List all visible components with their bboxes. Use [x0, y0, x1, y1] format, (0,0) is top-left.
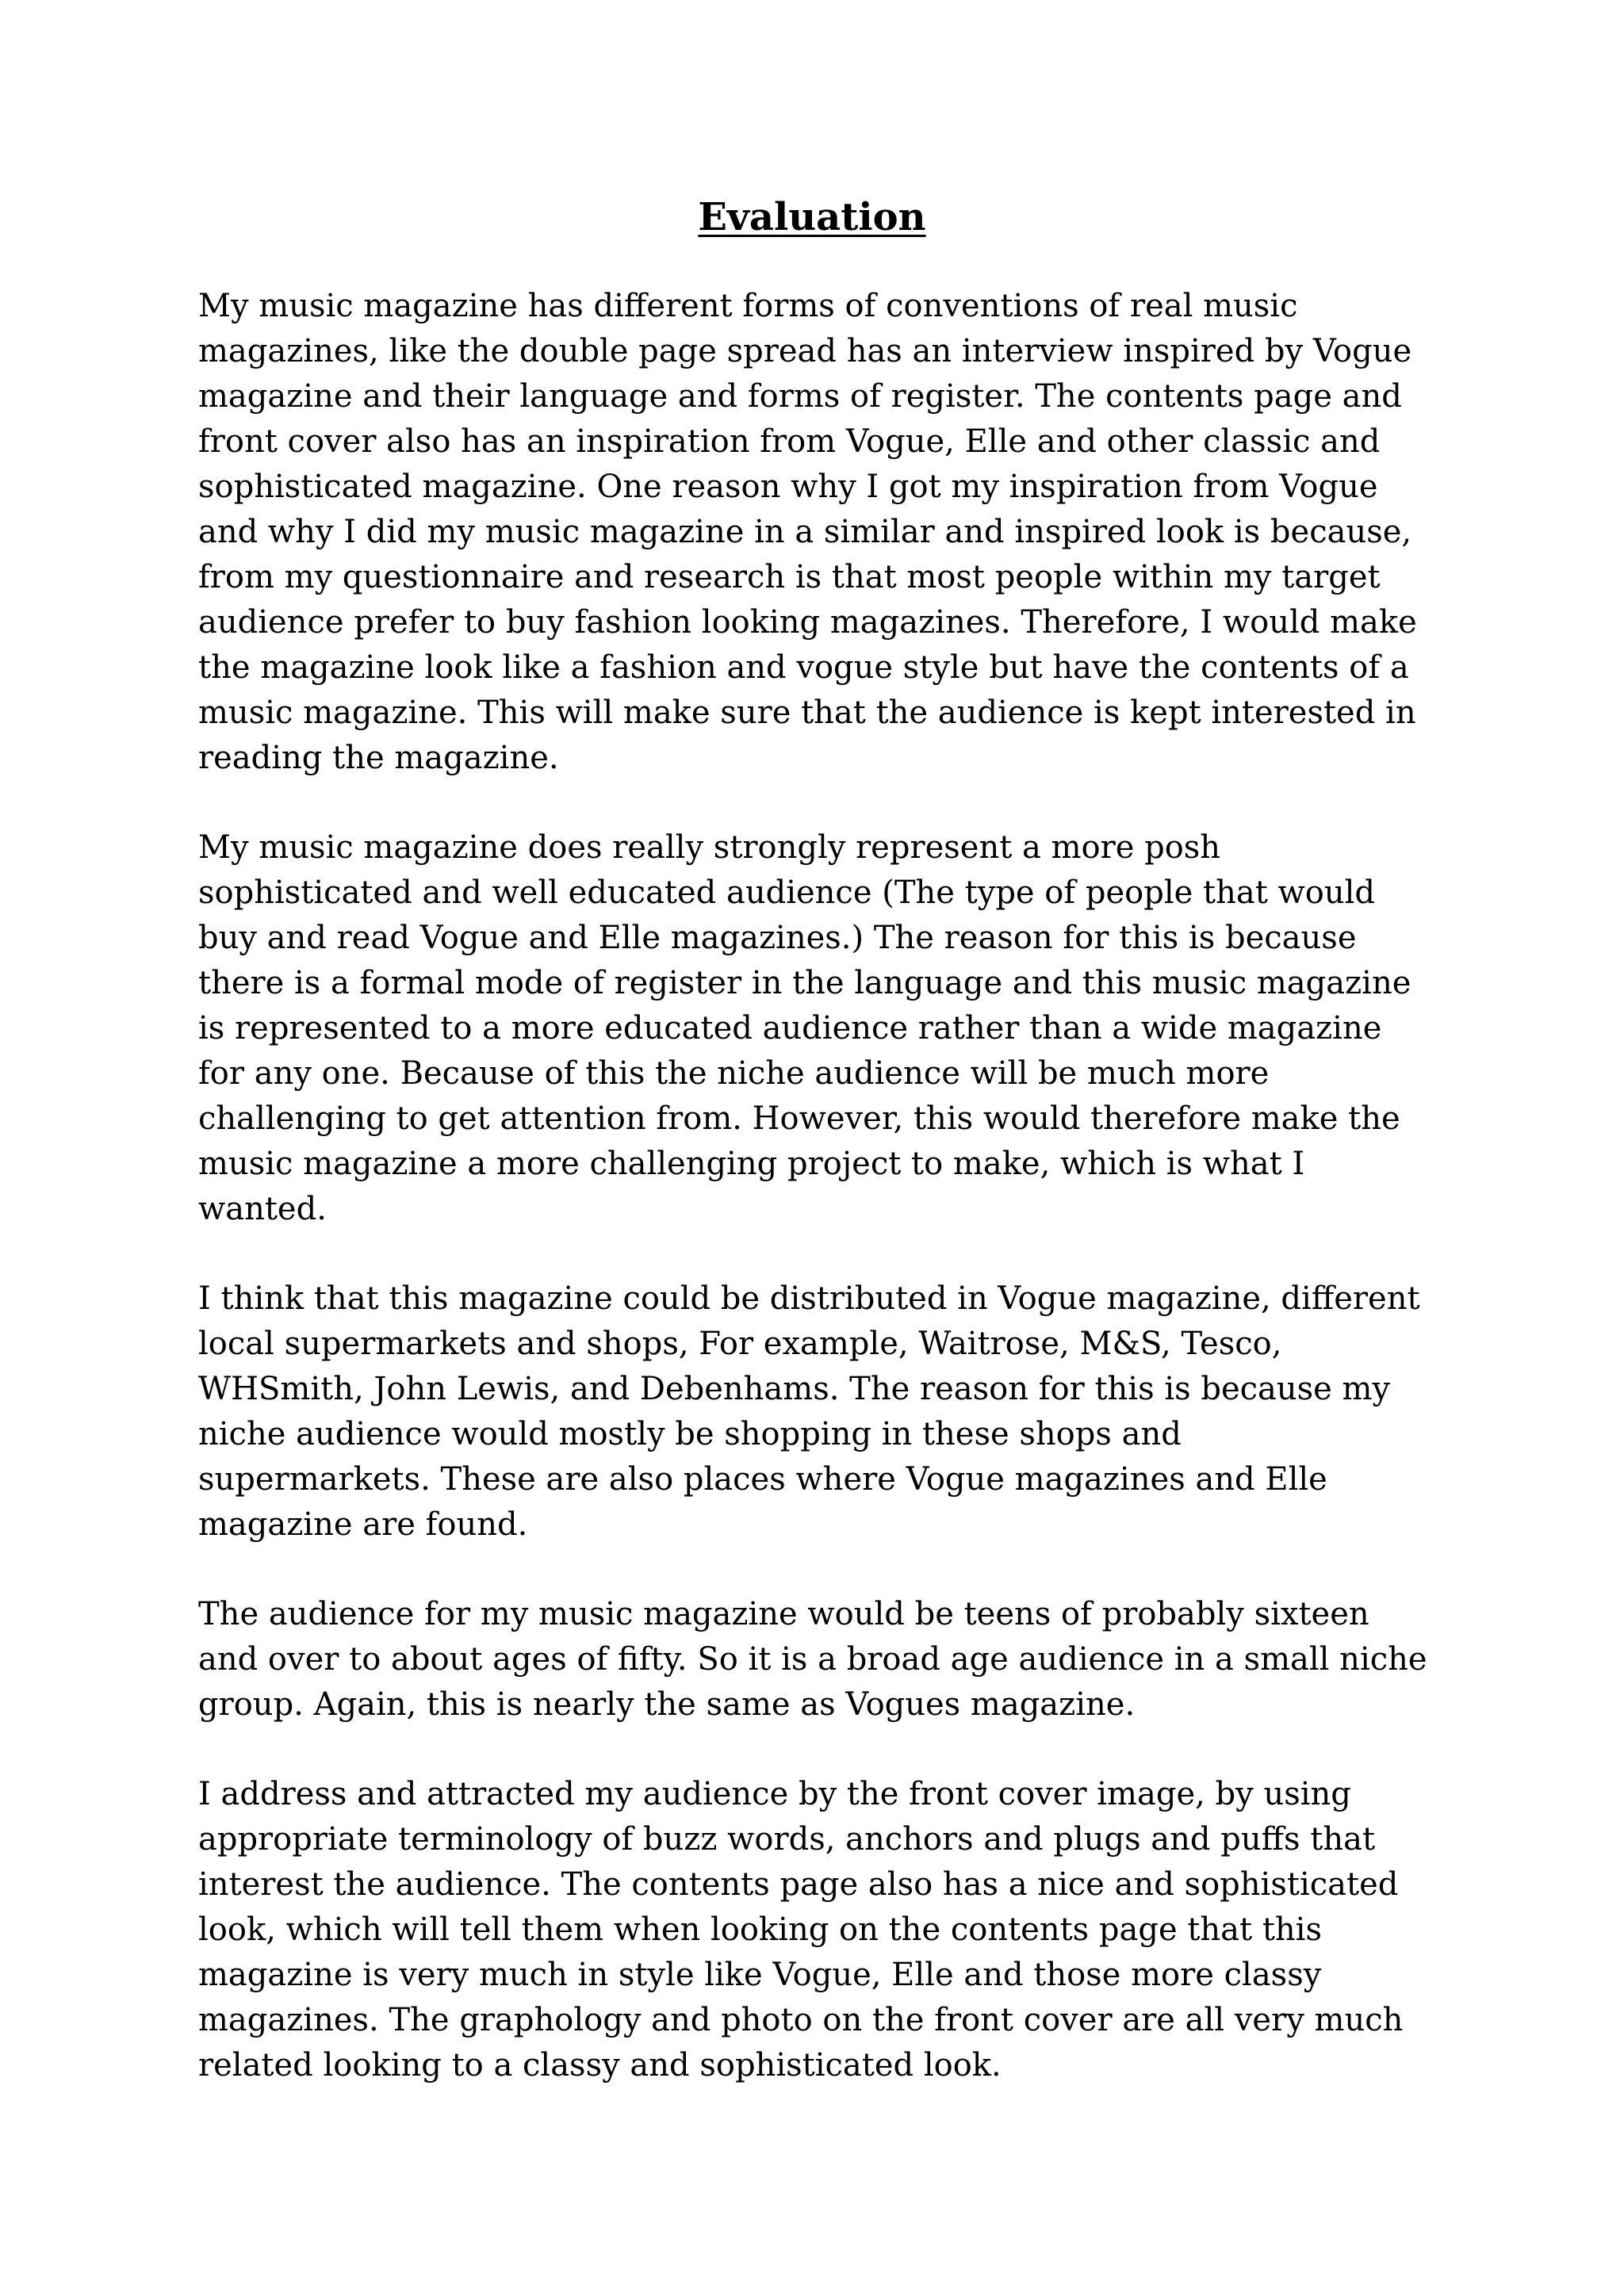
text-line: music magazine. This will make sure that the audience is kept interested in	[198, 695, 1416, 731]
text-line: related looking to a classy and sophisticated look.	[198, 2047, 1002, 2084]
text-line: magazine are found.	[198, 1506, 528, 1543]
text-line: interest the audience. The contents page also has a nice and sophisticated	[198, 1866, 1399, 1903]
text-line: local supermarkets and shops, For example, Waitrose, M&S, Tesco,	[198, 1326, 1282, 1362]
text-line: sophisticated magazine. One reason why I got my inspiration from Vogue	[198, 469, 1378, 505]
text-line: and why I did my music magazine in a similar and inspired look is because,	[198, 514, 1412, 550]
text-line: appropriate terminology of buzz words, anchors and plugs and puffs that	[198, 1821, 1376, 1858]
paragraph	[198, 284, 1451, 781]
paragraph	[198, 825, 1451, 1232]
text-line: My music magazine has different forms of conventions of real music	[198, 288, 1298, 324]
text-line: buy and read Vogue and Elle magazines.) The reason for this is because	[198, 920, 1357, 956]
text-line: is represented to a more educated audience rather than a wide magazine	[198, 1010, 1382, 1047]
text-line: magazines, like the double page spread has an interview inspired by Vogue	[198, 333, 1412, 369]
text-line: sophisticated and well educated audience (The type of people that would	[198, 874, 1376, 911]
text-line: there is a formal mode of register in the language and this music magazine	[198, 965, 1411, 1001]
text-line: front cover also has an inspiration from Vogue, Elle and other classic and	[198, 423, 1381, 460]
text-line: I address and attracted my audience by the front cover image, by using	[198, 1776, 1351, 1812]
text-line: for any one. Because of this the niche audience will be much more	[198, 1055, 1270, 1092]
text-line: the magazine look like a fashion and vogue style but have the contents of a	[198, 649, 1409, 686]
text-line: WHSmith, John Lewis, and Debenhams. The reason for this is because my	[198, 1371, 1391, 1407]
paragraph	[198, 1276, 1451, 1548]
text-line: look, which will tell them when looking on the contents page that this	[198, 1911, 1322, 1948]
text-line: challenging to get attention from. However, this would therefore make the	[198, 1100, 1400, 1137]
document-body	[198, 284, 1451, 2133]
text-line: niche audience would mostly be shopping in these shops and	[198, 1416, 1182, 1452]
paragraph	[198, 1592, 1451, 1728]
paragraph	[198, 1772, 1451, 2088]
text-line: The audience for my music magazine would be teens of probably sixteen	[198, 1596, 1369, 1632]
text-line: My music magazine does really strongly represent a more posh	[198, 829, 1221, 866]
text-line: supermarkets. These are also places where Vogue magazines and Elle	[198, 1461, 1327, 1498]
text-line: magazines. The graphology and photo on the front cover are all very much	[198, 2002, 1404, 2038]
text-line: from my questionnaire and research is that most people within my target	[198, 559, 1381, 595]
text-line: I think that this magazine could be distributed in Vogue magazine, different	[198, 1280, 1420, 1317]
page-title: Evaluation	[698, 195, 926, 239]
text-line: reading the magazine.	[198, 740, 559, 776]
text-line: and over to about ages of fifty. So it is a broad age audience in a small niche	[198, 1641, 1427, 1678]
text-line: wanted.	[198, 1191, 327, 1227]
text-line: audience prefer to buy fashion looking magazines. Therefore, I would make	[198, 604, 1417, 641]
text-line: magazine is very much in style like Vogue, Elle and those more classy	[198, 1957, 1322, 1993]
text-line: magazine and their language and forms of register. The contents page and	[198, 378, 1402, 415]
text-line: music magazine a more challenging project to make, which is what I	[198, 1146, 1305, 1182]
text-line: group. Again, this is nearly the same as Vogues magazine.	[198, 1686, 1136, 1723]
